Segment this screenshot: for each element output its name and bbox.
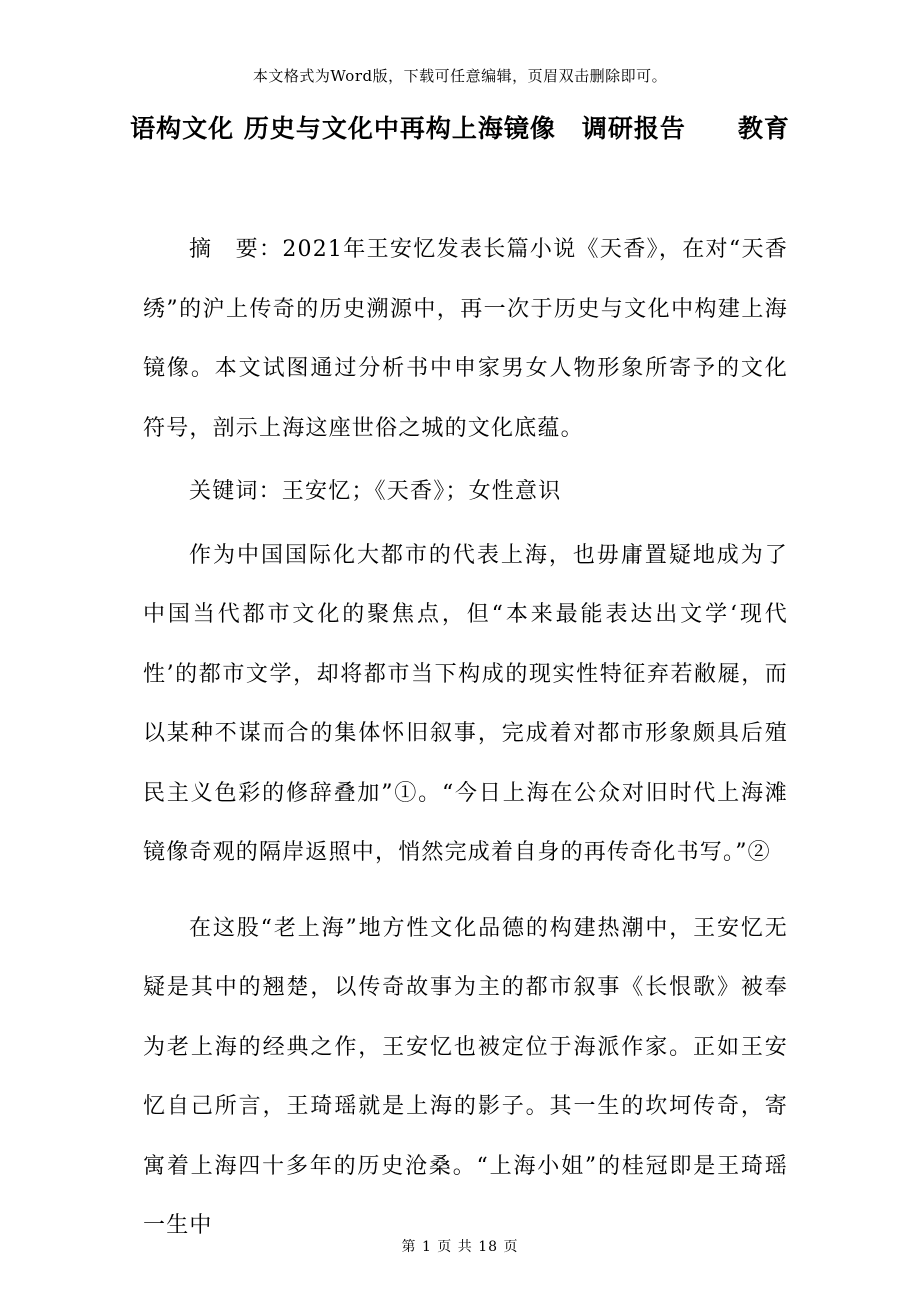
abstract-paragraph: 摘 要：2021年王安忆发表长篇小说《天香》，在对“天香绣”的沪上传奇的历史溯源中，再一次于历史与文化中构建上海镜像。本文试图通过分析书中申家男女人物形象所寄予的文化符号，剖示上海这座世俗之城的文化底蕴。	[143, 237, 788, 441]
keywords-paragraph: 关键词：王安忆；《天香》；女性意识	[189, 479, 562, 504]
body-paragraph-1: 作为中国国际化大都市的代表上海，也毋庸置疑地成为了中国当代都市文化的聚焦点，但“本来最能表达出文学‘现代性’的都市文学，却将都市当下构成的现实性特征弃若敝屣，而以某种不谋而合的集体怀旧叙事，完成着对都市形象颇具后殖民主义色彩的修辞叠加”①。“今日上海在公众对旧时代上海滩镜像奇观的隔岸返照中，悄然完成着自身的再传奇化书写。”②	[143, 542, 788, 865]
body-paragraph-2: 在这股“老上海”地方性文化品德的构建热潮中，王安忆无疑是其中的翘楚，以传奇故事为主的都市叙事《长恨歌》被奉为老上海的经典之作，王安忆也被定位于海派作家。正如王安忆自己所言，王琦瑶就是上海的影子。其一生的坎坷传奇，寄寓着上海四十多年的历史沧桑。“上海小姐”的桂冠即是王琦瑶一生中	[143, 915, 788, 1238]
page-number-footer: 第 1 页 共 18 页	[401, 1239, 519, 1255]
header-note: 本文格式为Word版，下载可任意编辑，页眉双击删除即可。	[252, 67, 668, 85]
document-title: 语构文化 历史与文化中再构上海镜像 调研报告 教育	[130, 114, 790, 143]
document-body	[143, 220, 788, 1256]
